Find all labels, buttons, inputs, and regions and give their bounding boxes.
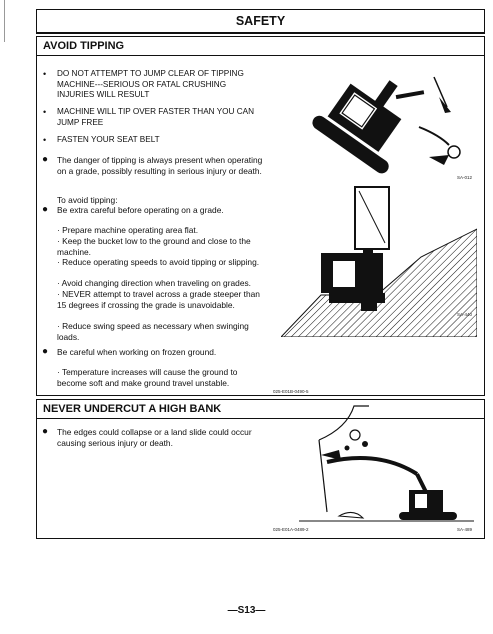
tipping-excavator-figure [299, 57, 469, 182]
bullet-marker: ● [42, 426, 49, 437]
dash-item: · Avoid changing direction when traveling on grades. [57, 278, 251, 288]
figure-code: SA-489 [457, 527, 473, 532]
dash-item: · Reduce operating speeds to avoid tipping or slipping. [57, 257, 260, 267]
warning-2: MACHINE WILL TIP OVER FASTER THAN YOU CAN JUMP FREE [57, 107, 254, 127]
section-undercut-bank [36, 399, 485, 539]
dash-item: · Keep the bucket low to the ground and close to the machine. [57, 236, 251, 257]
doc-code: 025-E01A-0489-2 [273, 527, 309, 532]
page-header [36, 9, 485, 34]
section-avoid-tipping [36, 36, 485, 396]
frozen-bullet: Be careful when working on frozen ground. [57, 347, 217, 357]
bullet-marker: ● [42, 154, 49, 165]
page-title: SAFETY [235, 14, 286, 28]
warning-1: DO NOT ATTEMPT TO JUMP CLEAR OF TIPPING MACHINE---SERIOUS OR FATAL CRUSHING INJURIES WILL RESULT [57, 69, 244, 99]
doc-code: 025-E01B-0490-5 [273, 389, 309, 394]
page-edge-mark [4, 0, 5, 42]
dash-item: · Prepare machine operating area flat. [57, 225, 199, 235]
undercut-text: The edges could collapse or a land slide could occur causing serious injury or death. [57, 427, 252, 448]
page-number: —S13— [227, 605, 266, 616]
avoid-bullet: Be extra careful before operating on a grade. [57, 205, 224, 215]
section-title: NEVER UNDERCUT A HIGH BANK [37, 400, 484, 419]
figure-code: SA-012 [457, 175, 473, 180]
bullet-marker: • [43, 135, 47, 145]
avoid-intro: To avoid tipping: [57, 195, 118, 205]
warning-3: FASTEN YOUR SEAT BELT [57, 135, 160, 144]
bullet-marker: ● [42, 346, 49, 357]
dash-item: · Reduce swing speed as necessary when swinging loads. [57, 321, 249, 342]
danger-text: The danger of tipping is always present when operating on a grade, possibly resulting in serious injury or death. [57, 155, 263, 176]
bullet-marker: • [43, 69, 47, 79]
dash-item: · NEVER attempt to travel across a grade steeper than 15 degrees if crossing the grade is unavoidable. [57, 289, 260, 310]
bullet-marker: • [43, 107, 47, 117]
undercut-bank-figure [299, 400, 474, 525]
frozen-dash: · Temperature increases will cause the ground to become soft and make ground travel unstable. [57, 367, 238, 388]
slope-excavator-figure [281, 177, 477, 337]
figure-code: SA-440 [457, 312, 473, 317]
section-title: AVOID TIPPING [37, 37, 484, 56]
bullet-marker: ● [42, 204, 49, 215]
